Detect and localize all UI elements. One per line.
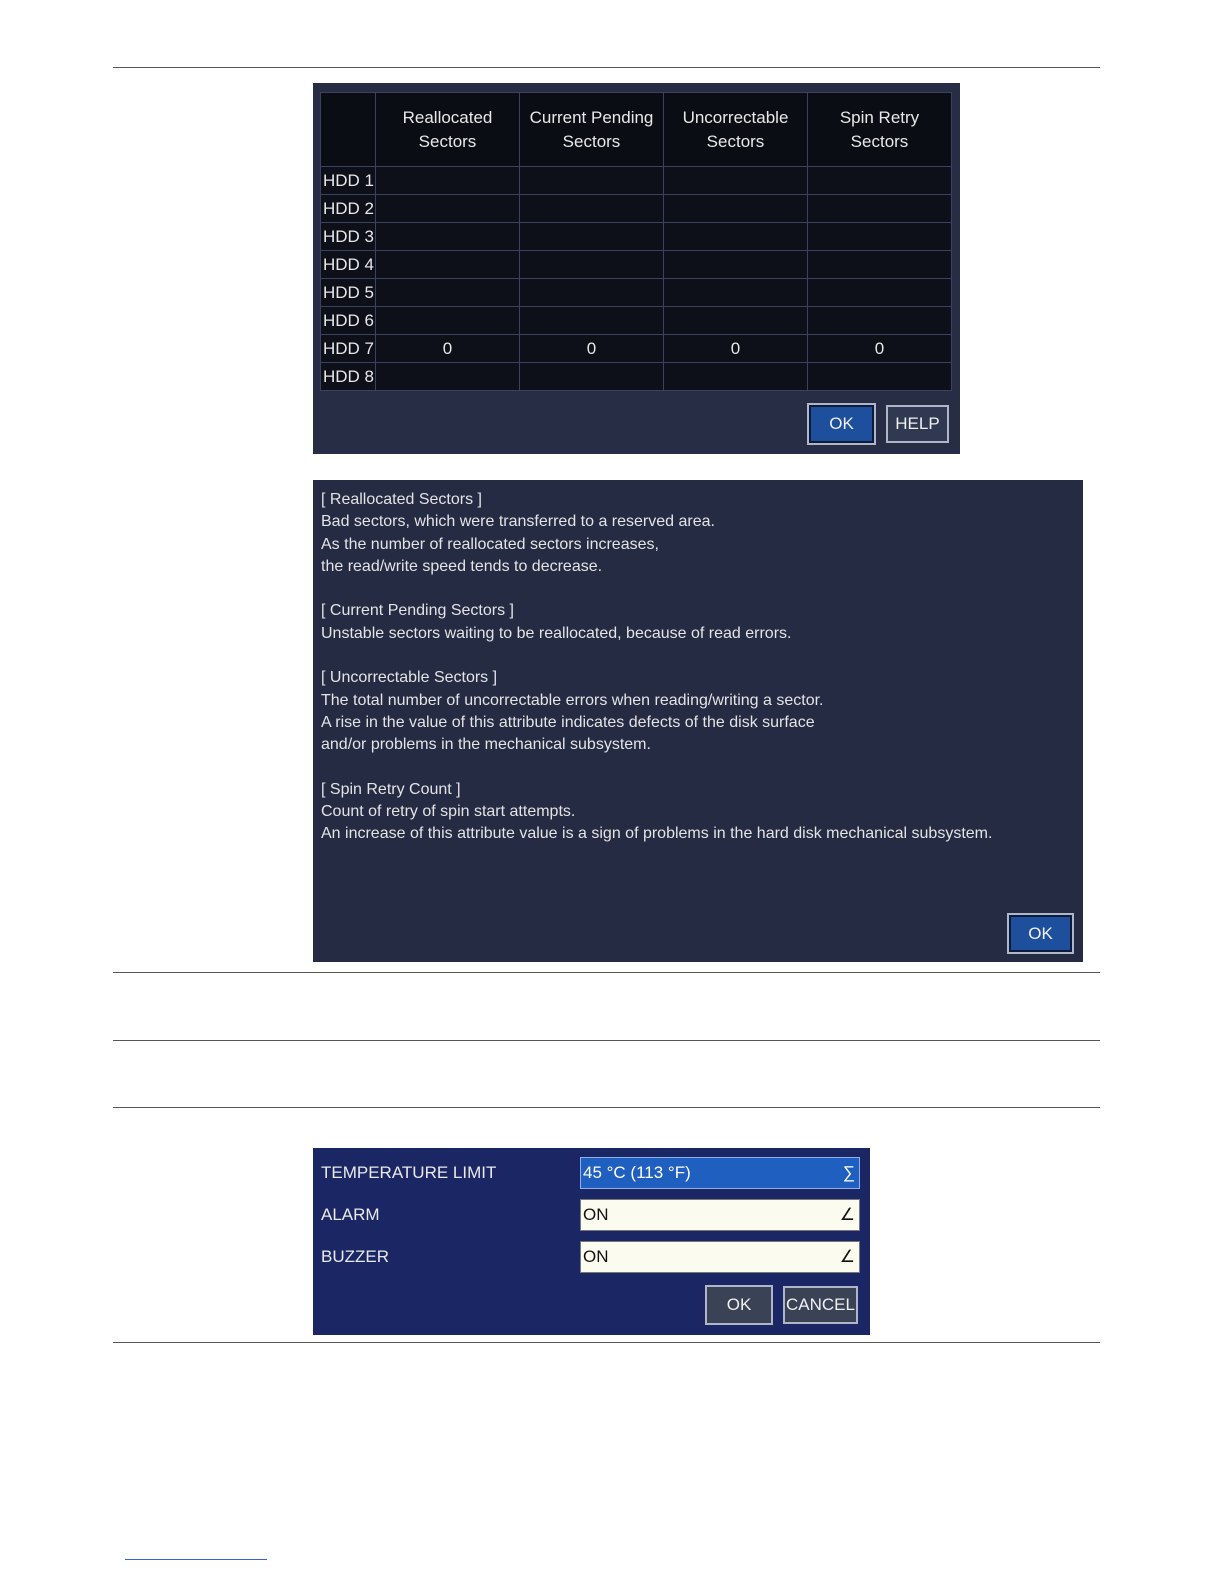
help-text xyxy=(321,489,1081,868)
temperature-limit-select[interactable] xyxy=(580,1157,860,1189)
alarm-label: ALARM xyxy=(321,1205,380,1224)
edit-corner-icon: ∠ xyxy=(839,1205,855,1224)
table-row xyxy=(321,223,952,251)
temperature-cancel-button[interactable]: CANCEL xyxy=(783,1286,858,1324)
page-divider xyxy=(113,972,1100,973)
table-cell xyxy=(808,251,952,279)
table-cell xyxy=(808,223,952,251)
column-header-reallocated: Reallocated Sectors xyxy=(376,93,520,167)
table-cell xyxy=(664,195,808,223)
section-line: and/or problems in the mechanical subsystem. xyxy=(321,736,651,754)
table-row xyxy=(321,195,952,223)
footnote-line xyxy=(125,1559,267,1560)
section-line: An increase of this attribute value is a sign of problems in the hard disk mechanical subsystem. xyxy=(321,825,993,843)
sum-icon: ∑ xyxy=(842,1163,855,1182)
table-cell xyxy=(808,195,952,223)
temperature-dialog xyxy=(313,1148,870,1335)
row-label: HDD 7 xyxy=(321,335,376,363)
table-cell: 0 xyxy=(520,335,664,363)
table-row xyxy=(321,167,952,195)
table-cell: 0 xyxy=(808,335,952,363)
table-cell xyxy=(664,279,808,307)
row-label: HDD 3 xyxy=(321,223,376,251)
table-cell xyxy=(808,167,952,195)
table-row xyxy=(321,335,952,363)
table-cell xyxy=(664,167,808,195)
table-cell xyxy=(376,363,520,391)
table-cell xyxy=(376,223,520,251)
table-cell xyxy=(520,251,664,279)
help-section-reallocated xyxy=(321,489,1081,578)
help-ok-button[interactable]: OK xyxy=(1007,913,1074,954)
page-divider xyxy=(113,67,1100,68)
table-header-row xyxy=(321,93,952,167)
hdd-smart-dialog xyxy=(313,83,960,454)
column-header-spin-retry: Spin Retry Sectors xyxy=(808,93,952,167)
buzzer-value: ON xyxy=(583,1247,609,1266)
table-row xyxy=(321,307,952,335)
help-section-current-pending xyxy=(321,600,1081,645)
column-header-uncorrectable: Uncorrectable Sectors xyxy=(664,93,808,167)
row-label: HDD 6 xyxy=(321,307,376,335)
row-label: HDD 8 xyxy=(321,363,376,391)
temperature-limit-value: 45 °C (113 °F) xyxy=(583,1163,691,1182)
edit-corner-icon: ∠ xyxy=(839,1247,855,1266)
table-cell xyxy=(376,307,520,335)
table-cell xyxy=(376,279,520,307)
help-section-spin-retry xyxy=(321,779,1081,846)
section-line: the read/write speed tends to decrease. xyxy=(321,557,603,575)
buzzer-select[interactable] xyxy=(580,1241,860,1273)
table-cell xyxy=(808,363,952,391)
table-cell xyxy=(808,307,952,335)
table-cell xyxy=(808,279,952,307)
smart-table xyxy=(320,92,952,391)
table-cell xyxy=(664,251,808,279)
table-cell xyxy=(664,223,808,251)
table-cell xyxy=(520,279,664,307)
row-label: HDD 2 xyxy=(321,195,376,223)
row-label: HDD 1 xyxy=(321,167,376,195)
help-dialog xyxy=(313,480,1083,962)
table-row xyxy=(321,363,952,391)
table-cell xyxy=(376,195,520,223)
column-header-current-pending: Current Pending Sectors xyxy=(520,93,664,167)
section-line: Count of retry of spin start attempts. xyxy=(321,803,576,821)
page-divider xyxy=(113,1342,1100,1343)
table-cell xyxy=(664,307,808,335)
table-cell xyxy=(520,307,664,335)
corner-cell xyxy=(321,93,376,167)
table-cell xyxy=(520,195,664,223)
table-cell: 0 xyxy=(376,335,520,363)
table-row xyxy=(321,279,952,307)
table-cell xyxy=(664,363,808,391)
table-cell: 0 xyxy=(664,335,808,363)
page-divider xyxy=(113,1107,1100,1108)
page-divider xyxy=(113,1040,1100,1041)
section-title: [ Current Pending Sectors ] xyxy=(321,602,514,620)
ok-button[interactable]: OK xyxy=(807,403,876,445)
alarm-value: ON xyxy=(583,1205,609,1224)
section-line: Unstable sectors waiting to be reallocated, because of read errors. xyxy=(321,624,792,642)
help-section-uncorrectable xyxy=(321,667,1081,756)
row-label: HDD 5 xyxy=(321,279,376,307)
section-line: As the number of reallocated sectors increases, xyxy=(321,535,659,553)
table-cell xyxy=(376,251,520,279)
alarm-select[interactable] xyxy=(580,1199,860,1231)
section-title: [ Uncorrectable Sectors ] xyxy=(321,669,498,687)
help-button[interactable]: HELP xyxy=(886,405,949,443)
section-title: [ Reallocated Sectors ] xyxy=(321,491,482,508)
table-cell xyxy=(520,167,664,195)
table-cell xyxy=(520,363,664,391)
temperature-ok-button[interactable]: OK xyxy=(705,1285,773,1325)
table-cell xyxy=(376,167,520,195)
row-label: HDD 4 xyxy=(321,251,376,279)
table-cell xyxy=(520,223,664,251)
section-title: [ Spin Retry Count ] xyxy=(321,780,461,798)
section-line: The total number of uncorrectable errors when reading/writing a sector. xyxy=(321,691,824,709)
section-line: A rise in the value of this attribute indicates defects of the disk surface xyxy=(321,713,815,731)
temperature-limit-label: TEMPERATURE LIMIT xyxy=(321,1163,497,1182)
table-row xyxy=(321,251,952,279)
buzzer-label: BUZZER xyxy=(321,1247,389,1266)
section-line: Bad sectors, which were transferred to a reserved area. xyxy=(321,513,715,531)
